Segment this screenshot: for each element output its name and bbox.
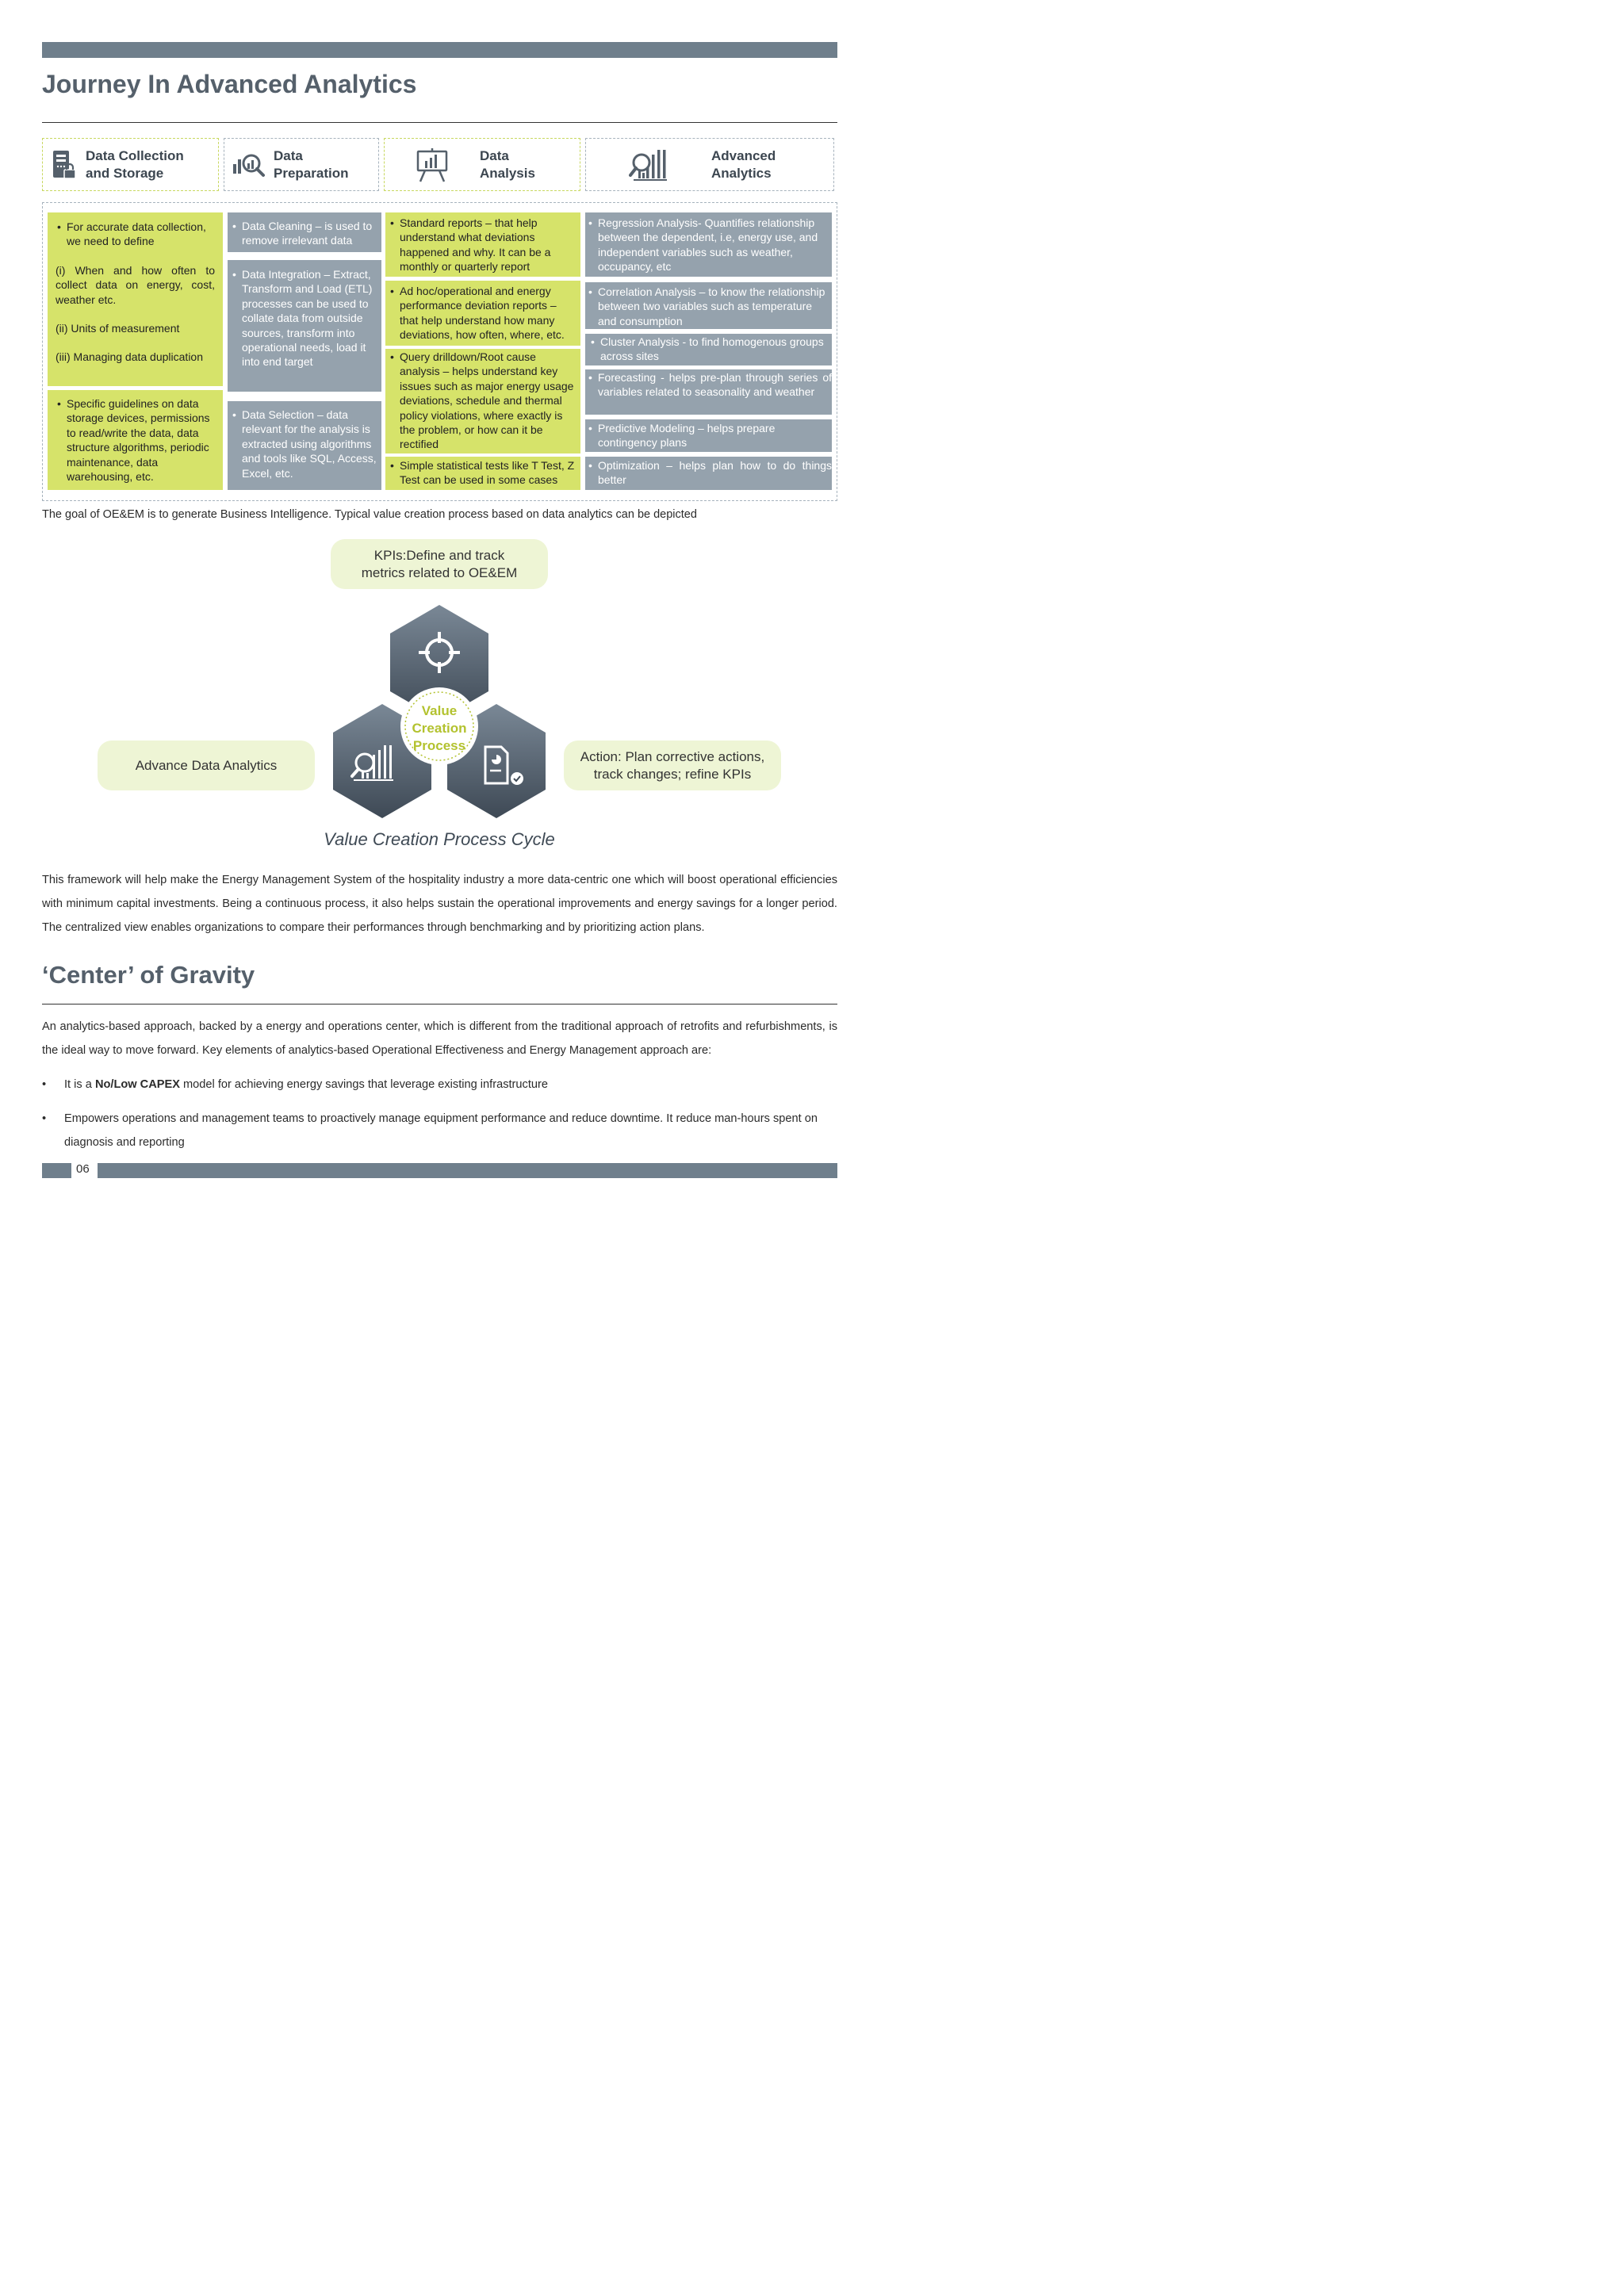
- stage-label-line1: Data Collection: [86, 147, 184, 163]
- page-number: 06: [76, 1162, 90, 1176]
- data-integration-text: • Data Integration – Extract, Transform and Load (ETL) processes can be used to collate data from outside sources, transform into operational needs, load it into end target: [231, 267, 378, 369]
- action-line2: track changes; refine KPIs: [593, 766, 752, 782]
- cluster-text: • Cluster Analysis - to find homogenous groups across sites: [589, 335, 829, 364]
- correlation-text: • Correlation Analysis – to know the relationship between two variables such as temperature and consumption: [587, 285, 829, 328]
- stage-label-line2: and Storage: [86, 165, 164, 181]
- adhoc-reports-text: • Ad hoc/operational and energy performance deviation reports – that help understand how many deviations, how often, where, etc.: [389, 284, 577, 342]
- bullet-symbol: •: [42, 1112, 47, 1125]
- kpi-line1: KPIs:Define and track: [373, 547, 505, 563]
- bullet-text-bold: No/Low CAPEX: [94, 1078, 180, 1091]
- stage-label-line2: Analysis: [480, 165, 535, 181]
- stage-label-line2: Analytics: [711, 165, 772, 181]
- standard-reports-text: • Standard reports – that help understand what deviations happened and why. It can be a monthly or quarterly report: [389, 216, 577, 274]
- forecasting-text: • Forecasting - helps pre-plan through series of variables related to seasonality and weather: [587, 370, 832, 400]
- data-cleaning-text: • Data Cleaning – is used to remove irrelevant data: [231, 219, 378, 248]
- bullet-symbol: •: [42, 1078, 47, 1091]
- statistical-tests-text: • Simple statistical tests like T Test, Z Test can be used in some cases: [389, 458, 577, 488]
- bullet-text-post: model for achieving energy savings that leverage existing infrastructure: [179, 1078, 548, 1091]
- stage-label-line1: Advanced: [711, 147, 776, 163]
- query-drilldown-text: • Query drilldown/Root cause analysis – helps understand key issues such as major energy usage deviations, schedule and thermal policy violations, where exactly is the problem, or how can it be rectified: [389, 350, 577, 452]
- predictive-text: • Predictive Modeling – helps prepare contingency plans: [587, 421, 829, 450]
- data-selection-text: • Data Selection – data relevant for the analysis is extracted using algorithms and tools like SQL, Access, Excel, etc.: [231, 408, 378, 480]
- optimization-text: • Optimization – helps plan how to do things better: [587, 458, 832, 488]
- kpi-line2: metrics related to OE&EM: [361, 564, 518, 580]
- goal-sentence: The goal of OE&EM is to generate Business Intelligence. Typical value creation process based on data analytics can be depicted: [42, 508, 697, 521]
- approach-paragraph: An analytics-based approach, backed by a energy and operations center, which is different from the traditional approach of retrofits and refurbishments, is the ideal way to move forward. Key elements of analytics-based Operational Effectiveness and Energy Management approach are:: [42, 1020, 837, 1057]
- regression-text: • Regression Analysis- Quantifies relationship between the dependent, i.e, energy use, and independent variables such as weather, occupancy, etc: [587, 216, 829, 274]
- collection-item-ii: (ii) Units of measurement: [56, 322, 180, 335]
- stage-label-line1: Data: [274, 147, 303, 163]
- center-line1: Value: [421, 703, 458, 718]
- center-line3: Process: [412, 738, 466, 753]
- collection-intro: • For accurate data collection, we need to define: [56, 220, 215, 249]
- bullet-item-capex: [42, 1073, 843, 1096]
- collection-item-iii: (iii) Managing data duplication: [56, 350, 203, 364]
- collection-item-i: (i) When and how often to collect data on energy, cost, weather etc.: [56, 263, 215, 306]
- framework-paragraph: This framework will help make the Energy Management System of the hospitality industry a more data-centric one which will boost operational efficiencies with minimum capital investments. Being a continuous process, it also helps sustain the operational improvements and energy savings for a longer period. The centralized view enables organizations to compare their performances through benchmarking and by prioritizing action plans.: [42, 874, 837, 934]
- collection-guidelines: • Specific guidelines on data storage devices, permissions to read/write the data, data structure algorithms, periodic maintenance, data warehousing, etc.: [56, 396, 215, 484]
- analytics-callout-text: Advance Data Analytics: [135, 757, 278, 773]
- stage-label-line2: Preparation: [274, 165, 349, 181]
- footer-bar-left: [42, 1163, 71, 1178]
- bullet-text-pre: It is a: [64, 1078, 95, 1091]
- bullet-item-empowers: [42, 1107, 843, 1154]
- cycle-caption: Value Creation Process Cycle: [324, 829, 555, 849]
- bullet-text: Empowers operations and management teams to proactively manage equipment performance and reduce downtime. It reduce man-hours spent on diagnosis and reporting: [64, 1112, 818, 1149]
- footer-bar-right: [98, 1163, 837, 1178]
- stage-label-line1: Data: [480, 147, 509, 163]
- page-title: Journey In Advanced Analytics: [42, 70, 417, 98]
- section-heading: ‘Center’ of Gravity: [42, 961, 255, 989]
- action-line1: Action: Plan corrective actions,: [580, 748, 765, 764]
- center-line2: Creation: [412, 721, 467, 736]
